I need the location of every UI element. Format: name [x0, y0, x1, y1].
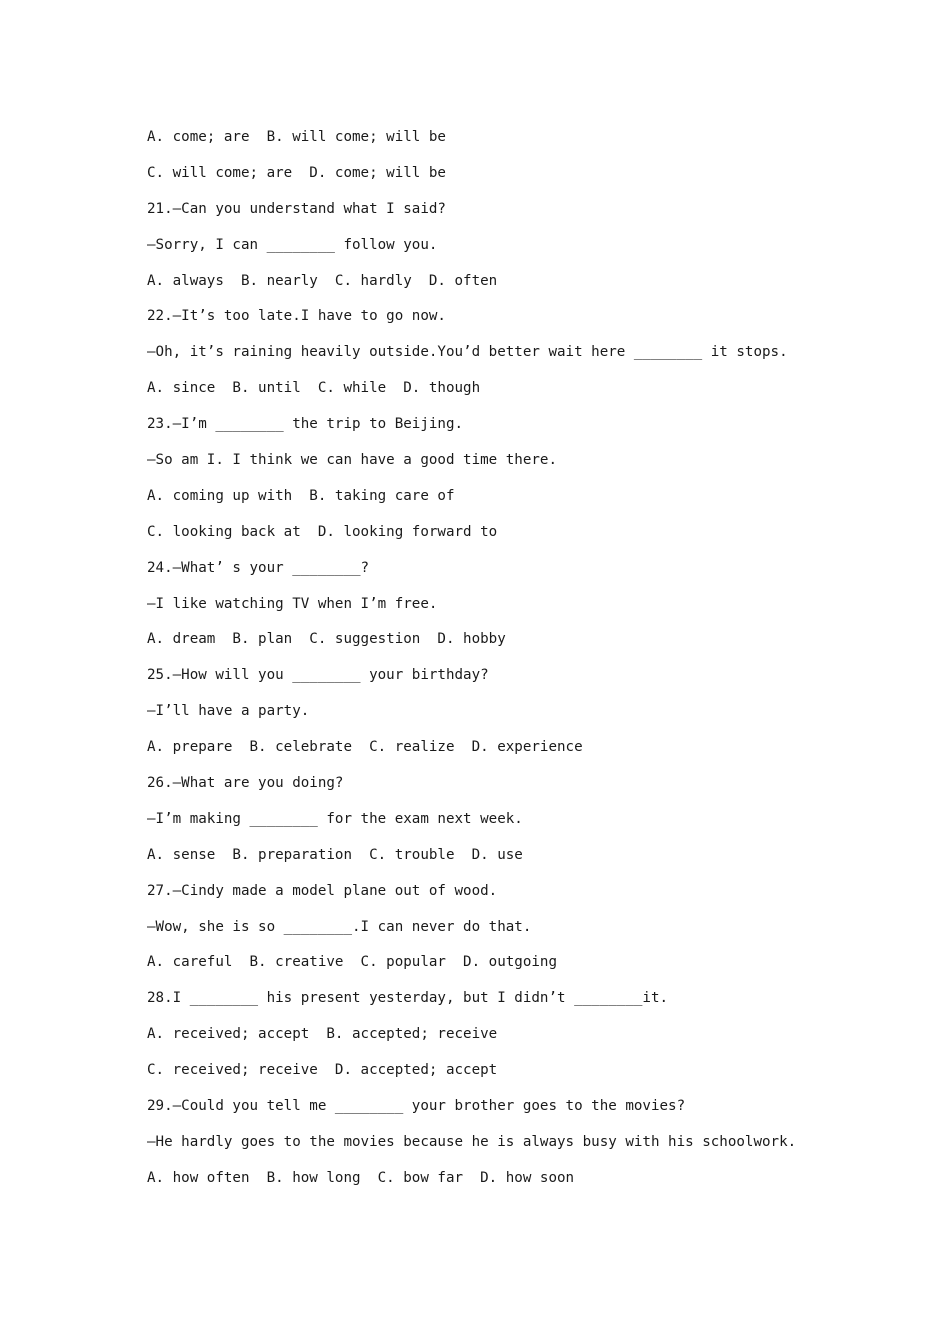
text-line: —He hardly goes to the movies because he is always busy with his schoolwork.	[147, 1133, 797, 1150]
question-25: 25.—How will you ________ your birthday?	[147, 667, 489, 684]
exercise-text	[147, 127, 907, 1204]
question-29: 29.—Could you tell me ________ your brother goes to the movies?	[147, 1098, 686, 1115]
question-22: 22.—It’s too late.I have to go now.	[147, 308, 446, 325]
text-line: —I like watching TV when I’m free.	[147, 595, 438, 612]
question-27: 27.—Cindy made a model plane out of wood.	[147, 882, 498, 899]
text-line: —I’m making ________ for the exam next week.	[147, 810, 523, 827]
options-line: A. since B. until C. while D. though	[147, 380, 481, 397]
text-line: C. will come; are D. come; will be	[147, 164, 446, 181]
question-21: 21.—Can you understand what I said?	[147, 200, 446, 217]
text-line: —Oh, it’s raining heavily outside.You’d better wait here ________ it stops.	[147, 344, 788, 361]
options-line: C. received; receive D. accepted; accept	[147, 1062, 498, 1079]
options-line: A. how often B. how long C. bow far D. how soon	[147, 1169, 575, 1186]
options-line: A. received; accept B. accepted; receive	[147, 1026, 498, 1043]
options-line: A. dream B. plan C. suggestion D. hobby	[147, 631, 506, 648]
question-23: 23.—I’m ________ the trip to Beijing.	[147, 416, 464, 433]
question-28: 28.I ________ his present yesterday, but I didn’t ________it.	[147, 990, 669, 1007]
options-line: C. looking back at D. looking forward to	[147, 523, 498, 540]
options-line: A. prepare B. celebrate C. realize D. experience	[147, 739, 583, 756]
options-line: A. coming up with B. taking care of	[147, 487, 455, 504]
options-line: A. sense B. preparation C. trouble D. use	[147, 846, 523, 863]
text-line: A. come; are B. will come; will be	[147, 129, 446, 145]
text-line: —So am I. I think we can have a good time there.	[147, 452, 557, 469]
text-line: —I’ll have a party.	[147, 703, 310, 720]
text-line: —Sorry, I can ________ follow you.	[147, 236, 438, 253]
question-24: 24.—What’ s your ________?	[147, 559, 370, 576]
options-line: A. careful B. creative C. popular D. outgoing	[147, 954, 557, 971]
text-line: —Wow, she is so ________.I can never do that.	[147, 918, 532, 935]
options-line: A. always B. nearly C. hardly D. often	[147, 272, 498, 289]
question-26: 26.—What are you doing?	[147, 775, 344, 792]
